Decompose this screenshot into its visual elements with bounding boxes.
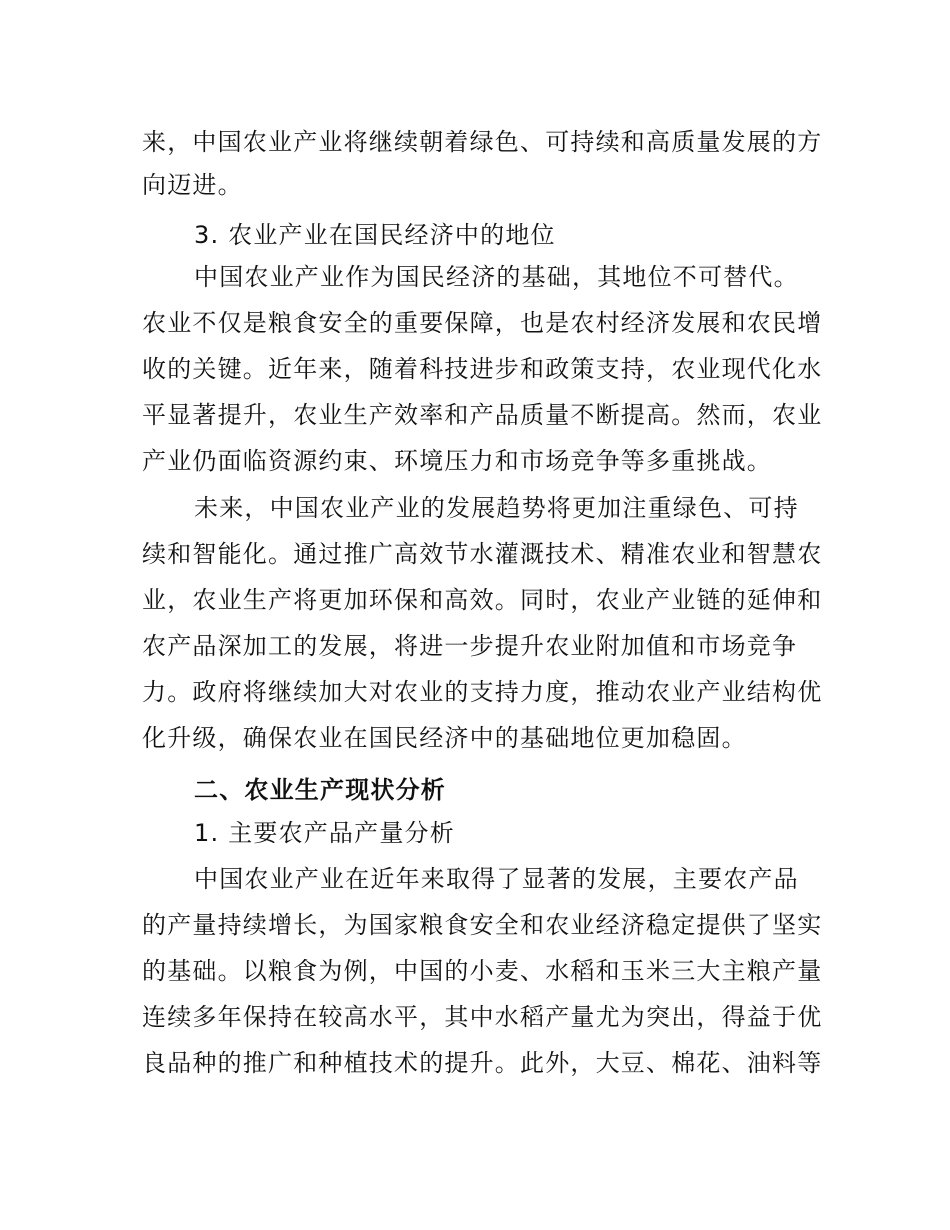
paragraph-line: 的产量持续增长，为国家粮食安全和农业经济稳定提供了坚实 (142, 911, 823, 939)
paragraph-line: 产业仍面临资源约束、环境压力和市场竞争等多重挑战。 (142, 447, 772, 475)
section-subheading: 1. 主要农产品产量分析 (194, 819, 455, 847)
paragraph-line: 化升级，确保农业在国民经济中的基础地位更加稳固。 (142, 724, 747, 752)
paragraph-line: 良品种的推广和种植技术的提升。此外，大豆、棉花、油料等 (142, 1049, 823, 1077)
paragraph-line: 续和智能化。通过推广高效节水灌溉技术、精准农业和智慧农 (142, 540, 823, 568)
paragraph-line: 平显著提升，农业生产效率和产品质量不断提高。然而，农业 (142, 401, 823, 429)
paragraph-line: 来，中国农业产业将继续朝着绿色、可持续和高质量发展的方 (142, 128, 823, 156)
section-subheading: 3. 农业产业在国民经济中的地位 (194, 221, 556, 249)
paragraph-line: 的基础。以粮食为例，中国的小麦、水稻和玉米三大主粮产量 (142, 957, 823, 985)
paragraph-line: 未来，中国农业产业的发展趋势将更加注重绿色、可持 (194, 494, 799, 522)
paragraph-line: 农产品深加工的发展，将进一步提升农业附加值和市场竞争 (142, 632, 798, 660)
paragraph-line: 力。政府将继续加大对农业的支持力度，推动农业产业结构优 (142, 678, 823, 706)
paragraph-line: 向迈进。 (142, 171, 243, 199)
paragraph-line: 农业不仅是粮食安全的重要保障，也是农村经济发展和农民增 (142, 309, 823, 337)
paragraph-line: 中国农业产业在近年来取得了显著的发展，主要农产品 (194, 865, 799, 893)
paragraph-line: 中国农业产业作为国民经济的基础，其地位不可替代。 (194, 263, 799, 291)
paragraph-line: 连续多年保持在较高水平，其中水稻产量尤为突出，得益于优 (142, 1003, 823, 1031)
section-heading: 二、农业生产现状分析 (194, 776, 446, 804)
paragraph-line: 收的关键。近年来，随着科技进步和政策支持，农业现代化水 (142, 355, 823, 383)
paragraph-line: 业，农业生产将更加环保和高效。同时，农业产业链的延伸和 (142, 586, 823, 614)
